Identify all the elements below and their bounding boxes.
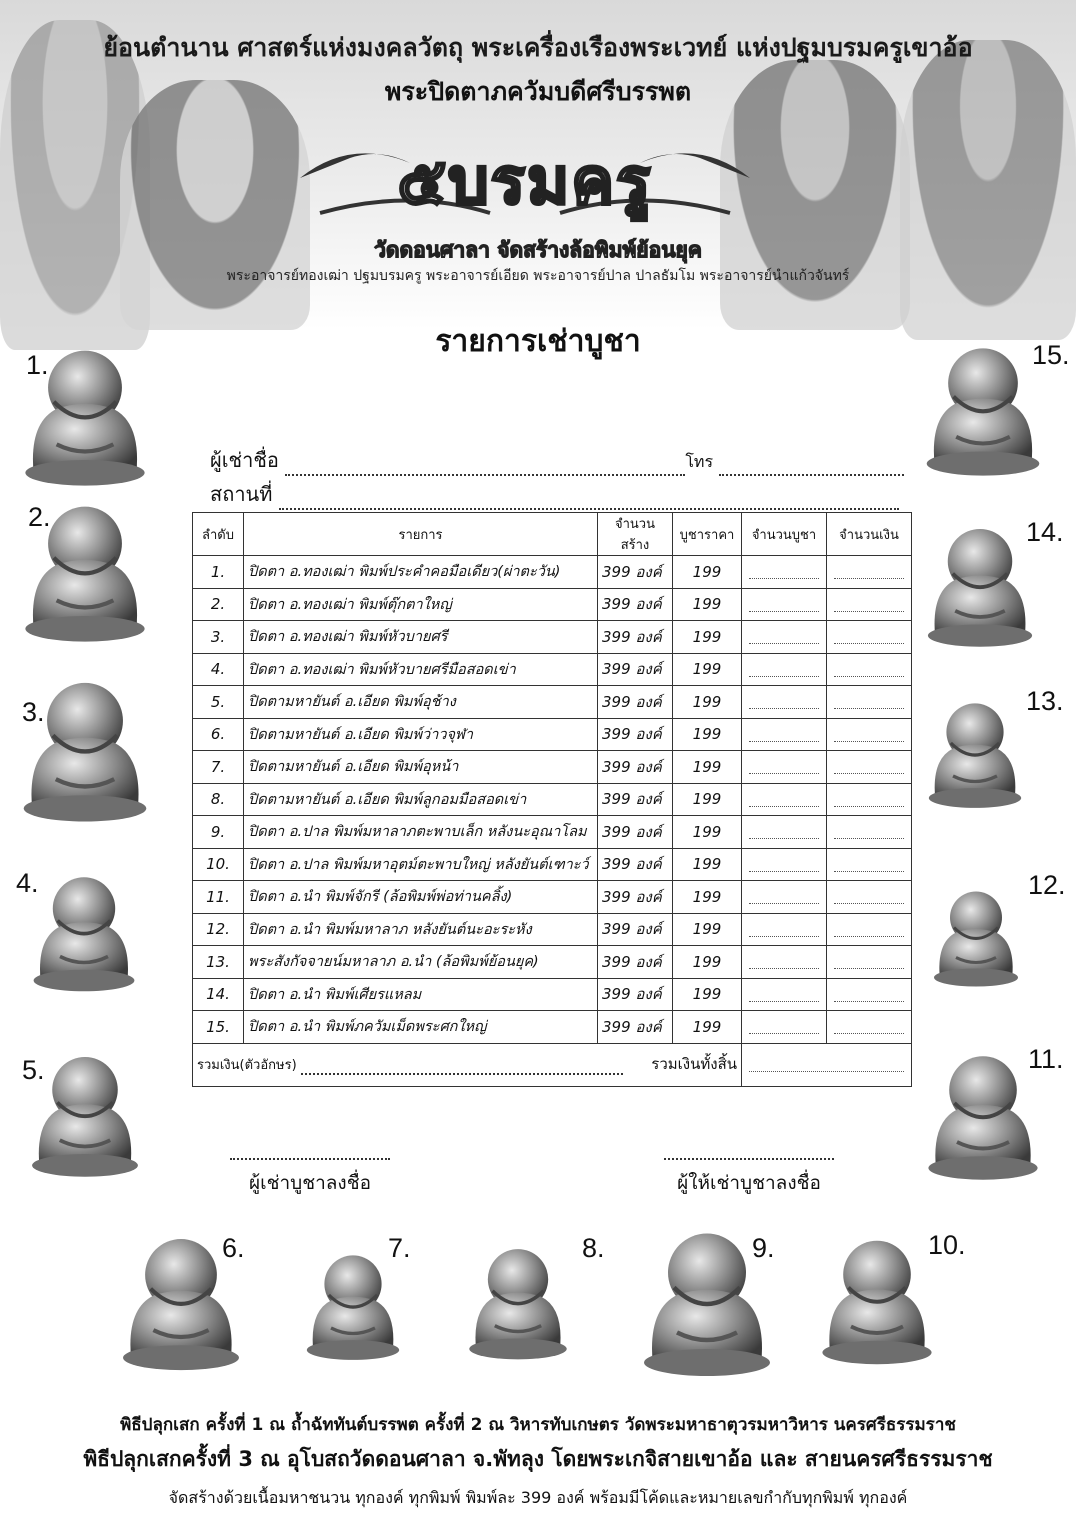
row-order-count-input[interactable] <box>742 783 827 816</box>
footer-line-3: จัดสร้างด้วยเนื้อมหาชนวน ทุกองค์ ทุกพิมพ์ พิมพ์ละ 399 องค์ พร้อมมีโค้ดและหมายเลขกำกับทุกพิมพ์ ทุกองค์ <box>168 1488 908 1507</box>
amount-line[interactable] <box>834 1019 904 1034</box>
row-number: 15. <box>193 1011 244 1044</box>
row-quantity: 399 องค์ <box>598 978 673 1011</box>
row-order-count-input[interactable] <box>742 913 827 946</box>
amulet-number: 13. <box>1026 686 1064 716</box>
row-quantity: 399 องค์ <box>598 653 673 686</box>
row-number: 14. <box>193 978 244 1011</box>
renter-name-label: ผู้เช่าชื่อ <box>210 448 279 472</box>
logo <box>290 118 760 228</box>
table-row <box>193 783 912 816</box>
order-count-line[interactable] <box>749 857 819 872</box>
row-quantity: 399 องค์ <box>598 588 673 621</box>
table-row <box>193 848 912 881</box>
row-quantity: 399 องค์ <box>598 946 673 979</box>
amulet-number: 10. <box>928 1230 966 1260</box>
row-amount-input[interactable] <box>827 816 912 849</box>
address-line[interactable] <box>279 492 899 510</box>
order-count-line[interactable] <box>749 759 819 774</box>
order-count-line[interactable] <box>749 564 819 579</box>
amount-line[interactable] <box>834 792 904 807</box>
row-price: 199 <box>673 1011 742 1044</box>
monks-line: พระอาจารย์ทองเฒ่า ปฐมบรมครู พระอาจารย์เอียด พระอาจารย์ปาล ปาลธัมโม พระอาจารย์นำแก้วจันทร์ <box>226 268 850 284</box>
amount-line[interactable] <box>834 889 904 904</box>
row-quantity: 399 องค์ <box>598 881 673 914</box>
row-amount-input[interactable] <box>827 881 912 914</box>
order-count-line[interactable] <box>749 629 819 644</box>
row-number: 13. <box>193 946 244 979</box>
logo-text: ๕บรมครู <box>397 144 653 219</box>
order-count-line[interactable] <box>749 792 819 807</box>
amulet-image-13 <box>920 675 1030 833</box>
grand-total-input[interactable] <box>742 1043 912 1086</box>
row-quantity: 399 องค์ <box>598 686 673 719</box>
row-amount-input[interactable] <box>827 946 912 979</box>
table-row <box>193 718 912 751</box>
header-subtitle: พระปิดตาภควัมบดีศรีบรรพต <box>384 77 692 106</box>
order-count-line[interactable] <box>749 694 819 709</box>
table-row <box>193 816 912 849</box>
row-order-count-input[interactable] <box>742 978 827 1011</box>
amulet-number: 7. <box>388 1233 411 1263</box>
row-item: ปิดตามหายันต์ อ.เอียด พิมพ์ลูกอมมือสอดเข่า <box>244 783 598 816</box>
row-item: ปิดตา อ.ทองเฒ่า พิมพ์ประคำคอมือเดียว(ผ่าตะวัน) <box>244 556 598 589</box>
monk-photo <box>120 80 310 330</box>
temple-line: วัดดอนศาลา จัดสร้างล้อพิมพ์ย้อนยุค <box>374 238 702 262</box>
row-item: ปิดตา อ.นำ พิมพ์เศียรแหลม <box>244 978 598 1011</box>
table-row <box>193 946 912 979</box>
renter-signature-label: ผู้เช่าบูชาลงชื่อ <box>248 1172 372 1194</box>
row-quantity: 399 องค์ <box>598 718 673 751</box>
row-number: 6. <box>193 718 244 751</box>
table-row <box>193 913 912 946</box>
amount-line[interactable] <box>834 922 904 937</box>
row-number: 1. <box>193 556 244 589</box>
provider-signature-line[interactable] <box>664 1148 834 1160</box>
amulet-image-14 <box>918 505 1042 667</box>
row-quantity: 399 องค์ <box>598 556 673 589</box>
row-amount-input[interactable] <box>827 848 912 881</box>
row-number: 12. <box>193 913 244 946</box>
row-item: พระสังกัจจายน์มหาลาภ อ.นำ (ล้อพิมพ์ย้อนยุค) <box>244 946 598 979</box>
row-price: 199 <box>673 588 742 621</box>
row-price: 199 <box>673 816 742 849</box>
renter-name-field[interactable] <box>210 444 904 476</box>
row-amount-input[interactable] <box>827 751 912 784</box>
row-number: 2. <box>193 588 244 621</box>
amulet-number: 12. <box>1028 870 1066 900</box>
row-order-count-input[interactable] <box>742 653 827 686</box>
row-price: 199 <box>673 556 742 589</box>
order-count-line[interactable] <box>749 987 819 1002</box>
amount-line[interactable] <box>834 824 904 839</box>
renter-signature[interactable] <box>230 1148 390 1198</box>
address-label: สถานที่ <box>210 482 273 506</box>
table-row <box>193 621 912 654</box>
row-order-count-input[interactable] <box>742 588 827 621</box>
row-quantity: 399 องค์ <box>598 1011 673 1044</box>
row-item: ปิดตามหายันต์ อ.เอียด พิมพ์ว่าวจุฬา <box>244 718 598 751</box>
column-header: จำนวนบูชา <box>742 513 827 556</box>
row-order-count-input[interactable] <box>742 946 827 979</box>
amulet-number: 14. <box>1026 517 1064 547</box>
amount-line[interactable] <box>834 954 904 969</box>
table-row <box>193 588 912 621</box>
table-row <box>193 881 912 914</box>
row-amount-input[interactable] <box>827 913 912 946</box>
table-row <box>193 556 912 589</box>
provider-signature[interactable] <box>664 1148 834 1198</box>
provider-signature-label: ผู้ให้เช่าบูชาลงชื่อ <box>677 1172 821 1194</box>
order-count-line[interactable] <box>749 889 819 904</box>
row-order-count-input[interactable] <box>742 556 827 589</box>
table-row <box>193 653 912 686</box>
renter-name-line[interactable] <box>285 458 685 476</box>
amulet-number: 3. <box>22 697 45 727</box>
column-header: จำนวนเงิน <box>827 513 912 556</box>
amount-line[interactable] <box>834 694 904 709</box>
amount-line[interactable] <box>834 597 904 612</box>
list-title: รายการเช่าบูชา <box>435 324 641 359</box>
row-quantity: 399 องค์ <box>598 816 673 849</box>
row-amount-input[interactable] <box>827 588 912 621</box>
footer-line-1: พิธีปลุกเสก ครั้งที่ 1 ณ ถ้ำฉัททันต์บรรพต ครั้งที่ 2 ณ วิหารทับเกษตร วัดพระมหาธาตุวรมหาวิหาร นครศรีธรรมราช <box>120 1415 956 1435</box>
row-quantity: 399 องค์ <box>598 783 673 816</box>
address-field[interactable] <box>210 478 899 510</box>
amulet-number: 15. <box>1032 340 1070 370</box>
header-top-line: ย้อนตำนาน ศาสตร์แห่งมงคลวัตถุ พระเครื่องเรืองพระเวทย์ แห่งปฐมบรมครูเขาอ้อ <box>103 33 973 62</box>
row-order-count-input[interactable] <box>742 816 827 849</box>
row-item: ปิดตา อ.ทองเฒ่า พิมพ์หัวบายศรี <box>244 621 598 654</box>
amulet-image-4 <box>24 845 144 1020</box>
amulet-number: 1. <box>26 350 49 380</box>
phone-label: โทร <box>685 452 714 471</box>
order-count-line[interactable] <box>749 662 819 677</box>
row-number: 9. <box>193 816 244 849</box>
amulet-number: 11. <box>1028 1044 1064 1074</box>
order-count-line[interactable] <box>749 824 819 839</box>
row-price: 199 <box>673 881 742 914</box>
table-row <box>193 686 912 719</box>
grand-total-label: รวมเงินทั้งสิ้น <box>651 1055 737 1073</box>
order-table <box>192 512 912 1087</box>
amount-line[interactable] <box>834 564 904 579</box>
row-item: ปิดตา อ.ทองเฒ่า พิมพ์หัวบายศรีมือสอดเข่า <box>244 653 598 686</box>
row-number: 3. <box>193 621 244 654</box>
total-words-line[interactable] <box>301 1063 623 1075</box>
order-count-line[interactable] <box>749 597 819 612</box>
amount-line[interactable] <box>834 629 904 644</box>
column-header: จำนวนสร้าง <box>598 513 673 556</box>
amount-line[interactable] <box>834 759 904 774</box>
total-words-label: รวมเงิน(ตัวอักษร) <box>197 1058 297 1073</box>
row-quantity: 399 องค์ <box>598 751 673 784</box>
amount-line[interactable] <box>834 727 904 742</box>
order-count-line[interactable] <box>749 1019 819 1034</box>
row-amount-input[interactable] <box>827 978 912 1011</box>
order-count-line[interactable] <box>749 922 819 937</box>
table-row <box>193 751 912 784</box>
row-price: 199 <box>673 718 742 751</box>
table-header-row <box>193 513 912 556</box>
amulet-number: 8. <box>582 1233 605 1263</box>
row-order-count-input[interactable] <box>742 848 827 881</box>
order-count-line[interactable] <box>749 954 819 969</box>
row-order-count-input[interactable] <box>742 881 827 914</box>
row-item: ปิดตา อ.ปาล พิมพ์มหาลาภตะพาบเล็ก หลังนะอุณาโลม <box>244 816 598 849</box>
row-price: 199 <box>673 751 742 784</box>
row-price: 199 <box>673 686 742 719</box>
row-price: 199 <box>673 913 742 946</box>
row-amount-input[interactable] <box>827 621 912 654</box>
renter-signature-line[interactable] <box>230 1148 390 1160</box>
total-cell <box>193 1043 742 1086</box>
footer-line-2: พิธีปลุกเสกครั้งที่ 3 ณ อุโบสถวัดดอนศาลา จ.พัทลุง โดยพระเกจิสายเขาอ้อ และ สายนครศรีธรรมราช <box>83 1447 993 1471</box>
row-number: 8. <box>193 783 244 816</box>
row-amount-input[interactable] <box>827 556 912 589</box>
row-price: 199 <box>673 621 742 654</box>
row-item: ปิดตา อ.นำ พิมพ์ภควัมเม็ดพระศกใหญ่ <box>244 1011 598 1044</box>
amulet-number: 2. <box>28 502 51 532</box>
amulet-image-3 <box>12 670 158 830</box>
row-quantity: 399 องค์ <box>598 621 673 654</box>
row-amount-input[interactable] <box>827 686 912 719</box>
row-number: 10. <box>193 848 244 881</box>
row-item: ปิดตามหายันต์ อ.เอียด พิมพ์อุหน้า <box>244 751 598 784</box>
phone-line[interactable] <box>719 458 904 476</box>
row-order-count-input[interactable] <box>742 686 827 719</box>
row-amount-input[interactable] <box>827 653 912 686</box>
table-row <box>193 978 912 1011</box>
row-item: ปิดตา อ.นำ พิมพ์จักรี (ล้อพิมพ์พ่อท่านคลิ้ง) <box>244 881 598 914</box>
grand-total-line[interactable] <box>749 1057 904 1072</box>
amulet-number: 9. <box>752 1233 775 1263</box>
amount-line[interactable] <box>834 987 904 1002</box>
column-header: บูชาราคา <box>673 513 742 556</box>
row-item: ปิดตา อ.ทองเฒ่า พิมพ์ตุ๊กตาใหญ่ <box>244 588 598 621</box>
row-item: ปิดตา อ.ปาล พิมพ์มหาอุตม์ตะพาบใหญ่ หลังยันต์เฑาะว์ <box>244 848 598 881</box>
amulet-number: 5. <box>22 1055 45 1085</box>
column-header: ลำดับ <box>193 513 244 556</box>
row-amount-input[interactable] <box>827 783 912 816</box>
row-price: 199 <box>673 653 742 686</box>
order-count-line[interactable] <box>749 727 819 742</box>
amount-line[interactable] <box>834 857 904 872</box>
row-price: 199 <box>673 946 742 979</box>
row-order-count-input[interactable] <box>742 751 827 784</box>
column-header: รายการ <box>244 513 598 556</box>
row-item: ปิดตามหายันต์ อ.เอียด พิมพ์อุช้าง <box>244 686 598 719</box>
row-amount-input[interactable] <box>827 718 912 751</box>
amulet-image-12 <box>926 855 1026 1020</box>
row-number: 11. <box>193 881 244 914</box>
row-quantity: 399 องค์ <box>598 913 673 946</box>
row-number: 4. <box>193 653 244 686</box>
row-price: 199 <box>673 978 742 1011</box>
row-order-count-input[interactable] <box>742 1011 827 1044</box>
row-number: 7. <box>193 751 244 784</box>
amulet-number: 6. <box>222 1233 245 1263</box>
row-order-count-input[interactable] <box>742 621 827 654</box>
amulet-image-8 <box>460 1220 576 1385</box>
total-row <box>193 1043 912 1086</box>
amulet-image-15 <box>916 330 1050 490</box>
row-price: 199 <box>673 848 742 881</box>
row-item: ปิดตา อ.นำ พิมพ์มหาลาภ หลังยันต์นะอะระหัง <box>244 913 598 946</box>
row-quantity: 399 องค์ <box>598 848 673 881</box>
row-amount-input[interactable] <box>827 1011 912 1044</box>
row-price: 199 <box>673 783 742 816</box>
amulet-number: 4. <box>16 868 39 898</box>
row-number: 5. <box>193 686 244 719</box>
amount-line[interactable] <box>834 662 904 677</box>
amulet-image-10 <box>812 1218 942 1383</box>
row-order-count-input[interactable] <box>742 718 827 751</box>
table-row <box>193 1011 912 1044</box>
